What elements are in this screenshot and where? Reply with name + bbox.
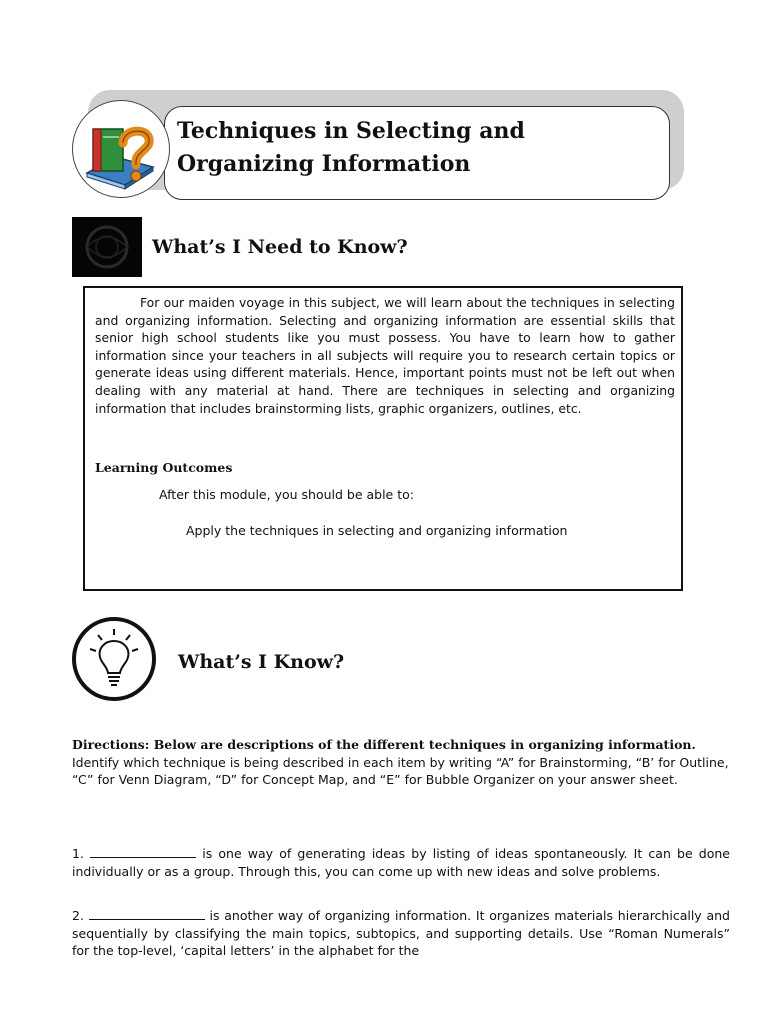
title-banner (164, 106, 670, 200)
directions-bold: Directions: Below are descriptions of the different techniques in organizing information. (72, 737, 696, 752)
learning-outcomes-lead: After this module, you should be able to: (159, 487, 414, 502)
lightbulb-icon (72, 617, 156, 701)
learning-outcomes-heading: Learning Outcomes (95, 460, 233, 475)
question-item (72, 907, 730, 960)
need-to-know-heading: What’s I Need to Know? (152, 236, 408, 258)
answer-blank[interactable] (89, 907, 205, 920)
question-text: is one way of generating ideas by listing of ideas spontaneously. It can be done individually or as a group. Through this, you can come up with new ideas and solve problems. (72, 846, 730, 879)
directions (72, 736, 730, 789)
page-title-line-2: Organizing Information (177, 151, 471, 177)
answer-blank[interactable] (90, 845, 196, 858)
question-text: is another way of organizing information. It organizes materials hierarchically and sequentially by classifying the main topics, subtopics, and supporting details. Use “Roman Numerals” for the top-level, ‘capital letters’ in the alphabet for the (72, 908, 730, 959)
page-title (177, 115, 525, 181)
what-i-know-heading: What’s I Know? (178, 651, 345, 673)
dark-ornament-icon (72, 217, 142, 277)
learning-outcome-item: Apply the techniques in selecting and organizing information (186, 523, 568, 538)
page-title-line-1: Techniques in Selecting and (177, 118, 525, 144)
need-to-know-box (83, 286, 683, 591)
directions-body: Identify which technique is being described in each item by writing “A” for Brainstorming, “B’ for Outline, “C” for Venn Diagram, “D” for Concept Map, and “E” for Bubble Organizer on your answer sheet. (72, 754, 729, 787)
book-question-mark-icon (72, 100, 170, 198)
question-item (72, 845, 730, 880)
question-number: 2. (72, 908, 84, 923)
intro-paragraph: For our maiden voyage in this subject, we will learn about the techniques in selecting and organizing information. Selecting and organizing information are essential skills that senior high school students like you must possess. You have to learn how to gather information since your teachers in all subjects will require you to research certain topics or generate ideas using different materials. Hence, important points must not be left out when dealing with any material at hand. There are techniques in selecting and organizing information that includes brainstorming lists, graphic organizers, outlines, etc. (95, 295, 675, 416)
question-number: 1. (72, 846, 84, 861)
